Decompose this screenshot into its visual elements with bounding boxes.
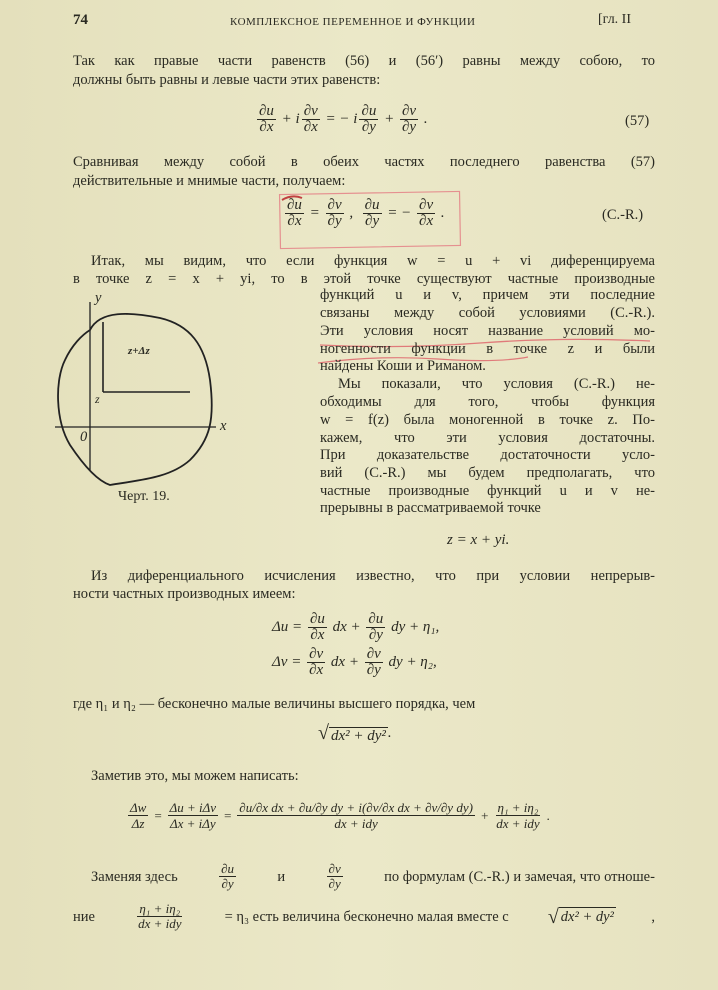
numerator: ∂u/∂x dx + ∂u/∂y dy + i(∂v/∂x dx + ∂v/∂y dy) bbox=[239, 800, 473, 815]
formula-text: dx + bbox=[327, 654, 363, 670]
fraction bbox=[365, 647, 383, 678]
text-line bbox=[73, 862, 655, 891]
denominator: Δx + iΔy bbox=[169, 816, 216, 831]
fraction bbox=[359, 104, 378, 135]
figure-point-z: z bbox=[95, 392, 100, 406]
formula-text: = bbox=[150, 807, 166, 823]
text-line: ности частных производных имеем: bbox=[73, 586, 296, 602]
denominator: ∂x bbox=[259, 119, 274, 135]
fraction bbox=[219, 862, 236, 891]
text-line: Сравнивая между собой в обеих частях последнего равенства (57) bbox=[73, 154, 655, 170]
denominator: ∂x bbox=[303, 119, 318, 135]
formula-text: + bbox=[380, 111, 399, 127]
numerator: η₁ + iη₂ bbox=[497, 800, 539, 815]
chapter-label: [гл. II bbox=[598, 12, 632, 27]
formula-text: . bbox=[437, 205, 445, 221]
text-line: w = f(z) была моногенной в точке z. По- bbox=[320, 412, 655, 428]
text-line: обходимы для того, чтобы функция bbox=[320, 394, 655, 410]
fraction bbox=[302, 104, 320, 135]
text-line bbox=[73, 902, 655, 931]
numerator: ∂u bbox=[368, 611, 384, 627]
denominator: ∂x bbox=[310, 627, 325, 643]
numerator: ∂u bbox=[364, 197, 380, 213]
denominator: ∂y bbox=[366, 662, 381, 678]
equation-delta-v bbox=[272, 647, 437, 678]
formula-text: Δu = bbox=[272, 619, 306, 635]
text-line: в точке z = x + yi, то в этой точке существуют частные производные bbox=[73, 271, 655, 287]
formula-text: ние bbox=[73, 908, 99, 925]
text-line: где η₁ и η₂ — бесконечно малые величины высшего порядка, чем bbox=[73, 696, 476, 712]
denominator: ∂y bbox=[221, 876, 234, 891]
fraction bbox=[128, 800, 148, 831]
numerator: ∂u bbox=[287, 197, 302, 213]
fraction bbox=[308, 612, 327, 643]
denominator: ∂y bbox=[365, 213, 380, 229]
denominator: dx + idy bbox=[334, 816, 378, 831]
figure-caption: Черт. 19. bbox=[118, 489, 170, 504]
fraction bbox=[326, 198, 344, 229]
equation-label: (57) bbox=[625, 113, 650, 129]
numerator: ∂v bbox=[303, 103, 318, 119]
radical-sign: √ bbox=[547, 906, 559, 928]
fraction bbox=[237, 800, 475, 831]
formula-text: . bbox=[387, 725, 392, 741]
numerator: Δw bbox=[130, 800, 147, 815]
fraction bbox=[363, 198, 382, 229]
text-line: вий (C.-R.) мы будем предполагать, что bbox=[320, 465, 655, 481]
numerator: ∂v bbox=[419, 197, 434, 213]
text-line: ногенности функции в точке z и были bbox=[320, 341, 655, 357]
formula-text: + i bbox=[277, 111, 300, 127]
text-line: связаны между собой условиями (C.-R.). bbox=[320, 305, 655, 321]
page-number: 74 bbox=[73, 12, 88, 28]
numerator: ∂u bbox=[361, 103, 377, 119]
formula-text: = bbox=[220, 807, 236, 823]
numerator: ∂v bbox=[309, 646, 324, 662]
fraction bbox=[136, 902, 183, 931]
text-line: При доказательстве достаточности усло- bbox=[320, 447, 655, 463]
formula-text: dy + η₂, bbox=[384, 654, 437, 670]
text-line: Так как правые части равенств (56) и (56′) равны между собою, то bbox=[73, 53, 655, 69]
text-line: кажем, что эти условия достаточны. bbox=[320, 430, 655, 446]
denominator: Δz bbox=[131, 816, 145, 831]
denominator: ∂y bbox=[327, 213, 342, 229]
formula-text: Заменяя здесь bbox=[91, 868, 182, 885]
equation-cauchy-riemann bbox=[283, 198, 445, 229]
text-line: частные производные функций u и v не- bbox=[320, 483, 655, 499]
running-title: КОМПЛЕКСНОЕ ПЕРЕМЕННОЕ И ФУНКЦИИ bbox=[230, 16, 476, 28]
equation-label: (C.-R.) bbox=[602, 207, 644, 223]
equation-sqrt bbox=[318, 722, 392, 745]
numerator: ∂v bbox=[366, 646, 381, 662]
denominator: ∂y bbox=[361, 119, 376, 135]
numerator: ∂v bbox=[402, 103, 417, 119]
text-line: Из диференциального исчисления известно, что при условии непрерыв- bbox=[91, 568, 655, 584]
numerator: ∂v bbox=[328, 861, 341, 876]
denominator: dx + idy bbox=[138, 916, 182, 931]
formula-text: = η₃ есть величина бесконечно малая вместе с bbox=[220, 908, 513, 925]
numerator: Δu + iΔv bbox=[169, 800, 217, 815]
fraction bbox=[168, 800, 218, 831]
fraction bbox=[400, 104, 418, 135]
formula-text: Δv = bbox=[272, 654, 306, 670]
numerator: ∂u bbox=[221, 861, 235, 876]
formula-text: dy + η₁, bbox=[387, 619, 440, 635]
fraction bbox=[285, 198, 304, 229]
text-line: Заметив это, мы можем написать: bbox=[91, 768, 299, 784]
numerator: η₁ + iη₂ bbox=[139, 901, 181, 916]
text-line: Итак, мы видим, что если функция w = u + vi диференцируема bbox=[91, 253, 655, 269]
fraction bbox=[327, 862, 343, 891]
numerator: ∂u bbox=[309, 611, 325, 627]
figure-y-label: y bbox=[95, 290, 102, 306]
denominator: ∂x bbox=[309, 662, 324, 678]
text-line: прерывны в рассматриваемой точке bbox=[320, 500, 541, 516]
figure-x-label: x bbox=[220, 418, 227, 434]
text-line: функций u и v, причем эти последние bbox=[320, 287, 655, 303]
formula-text: + bbox=[476, 807, 493, 823]
fraction bbox=[307, 647, 325, 678]
region-outline bbox=[58, 314, 212, 485]
formula-text: = − bbox=[383, 205, 416, 221]
denominator: ∂x bbox=[419, 213, 434, 229]
fraction bbox=[494, 800, 541, 831]
fraction bbox=[257, 104, 276, 135]
numerator: ∂u bbox=[259, 103, 274, 119]
formula-text: . bbox=[543, 807, 551, 823]
square-root bbox=[318, 722, 388, 745]
denominator: ∂y bbox=[368, 627, 383, 643]
formula-text: , bbox=[345, 205, 361, 221]
denominator: ∂y bbox=[402, 119, 417, 135]
equation-delta-u bbox=[272, 612, 439, 643]
text-line: Мы показали, что условия (C.-R.) не- bbox=[338, 376, 655, 392]
denominator: ∂x bbox=[287, 213, 302, 229]
formula-text: . bbox=[420, 111, 428, 127]
fraction bbox=[417, 198, 435, 229]
equation-57 bbox=[255, 104, 428, 135]
equation-dw-dz bbox=[126, 800, 550, 831]
denominator: dx + idy bbox=[496, 816, 540, 831]
square-root bbox=[548, 907, 616, 926]
figure-origin-label: 0 bbox=[80, 429, 88, 445]
text-line: действительные и мнимые части, получаем: bbox=[73, 173, 346, 189]
formula-text: = bbox=[305, 205, 324, 221]
formula-text: = − i bbox=[321, 111, 358, 127]
radicand: dx² + dy² bbox=[560, 909, 614, 925]
radicand: dx² + dy² bbox=[330, 728, 386, 744]
formula-text: , bbox=[651, 908, 655, 925]
formula-text: и bbox=[273, 868, 289, 885]
numerator: ∂v bbox=[327, 197, 342, 213]
formula-text: dx + bbox=[328, 619, 365, 635]
fraction bbox=[366, 612, 385, 643]
formula-text: по формулам (C.-R.) и замечая, что отноше- bbox=[380, 868, 655, 885]
figure-point-z-dz: z+Δz bbox=[128, 345, 150, 357]
text-line: должны быть равны и левые части этих равенств: bbox=[73, 72, 381, 88]
text-line: Эти условия носят название условий мо- bbox=[320, 323, 655, 339]
radical-sign: √ bbox=[318, 722, 329, 744]
denominator: ∂y bbox=[328, 876, 341, 891]
equation-z: z = x + yi. bbox=[447, 532, 510, 548]
text-line: найдены Коши и Риманом. bbox=[320, 358, 486, 374]
